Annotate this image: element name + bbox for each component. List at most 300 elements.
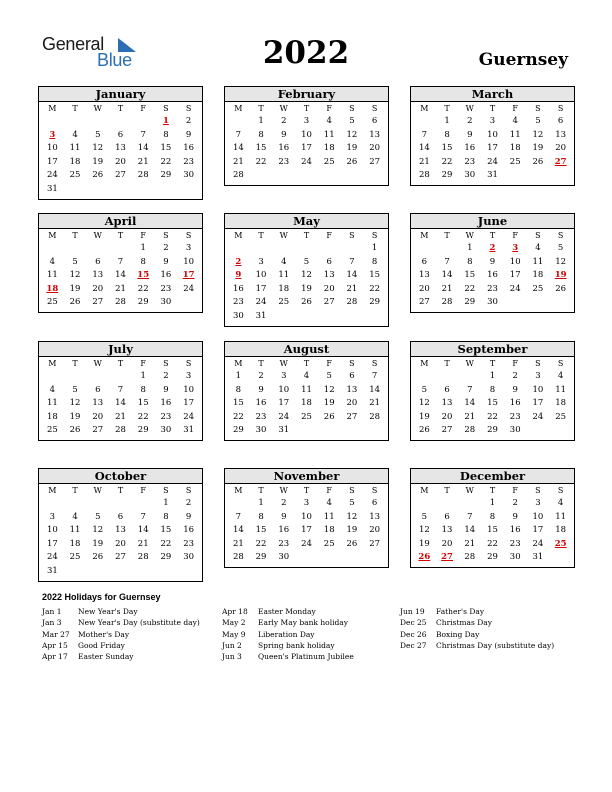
holiday-date: Apr 17 (42, 652, 68, 662)
day-cell: 21 (464, 538, 476, 549)
day-cell: 6 (117, 511, 124, 522)
empty-day-cell (64, 565, 87, 579)
holiday-date: Jan 3 (42, 618, 62, 628)
day-cell: 18 (323, 143, 335, 154)
weekday-header: W (279, 104, 288, 113)
weekday-header: W (465, 231, 474, 240)
day-cell: 21 (232, 156, 244, 167)
empty-day-cell (436, 242, 459, 256)
holiday-day-cell: 2 (489, 243, 496, 253)
day-cell: 24 (183, 283, 195, 294)
empty-day-cell (295, 424, 318, 438)
day-cell: 11 (69, 143, 81, 154)
day-cell: 4 (281, 256, 287, 267)
empty-day-cell (177, 296, 200, 310)
day-cell: 7 (235, 129, 242, 140)
day-cell: 14 (137, 143, 149, 154)
day-cell: 12 (301, 270, 312, 281)
day-cell: 28 (346, 297, 358, 308)
weekday-header: S (163, 231, 169, 240)
weekday-header: F (512, 231, 518, 240)
holiday-name: Easter Sunday (78, 652, 134, 662)
day-cell: 30 (160, 425, 172, 436)
day-cell: 12 (418, 398, 430, 409)
day-cell: 20 (441, 538, 453, 549)
day-cell: 15 (255, 143, 267, 154)
day-cell: 1 (258, 498, 264, 508)
weekday-header: F (326, 104, 332, 113)
holiday-name: Queen's Platinum Jubilee (258, 652, 354, 662)
day-cell: 2 (185, 498, 192, 508)
holiday-item (42, 606, 200, 617)
weekday-header: S (349, 359, 355, 368)
weekday-header: M (234, 104, 243, 113)
day-cell: 18 (69, 156, 81, 167)
month-november (224, 468, 389, 568)
day-cell: 12 (92, 525, 104, 536)
day-cell: 14 (232, 525, 244, 536)
empty-day-cell (227, 497, 250, 511)
weekday-header: T (489, 231, 496, 240)
weekday-header: M (420, 231, 429, 240)
day-cell: 1 (235, 371, 242, 381)
day-cell: 18 (555, 398, 567, 409)
day-cell: 19 (92, 156, 104, 167)
day-cell: 8 (489, 511, 496, 522)
day-cell: 9 (163, 384, 169, 395)
logo-text-general: General (42, 34, 104, 54)
weekday-header: W (279, 486, 288, 495)
day-cell: 20 (555, 143, 567, 154)
weekday-header: M (234, 231, 243, 240)
holiday-day-cell: 3 (512, 243, 519, 253)
holiday-day-cell: 26 (418, 552, 431, 563)
day-cell: 8 (140, 384, 146, 395)
weekday-header: T (117, 486, 124, 495)
day-cell: 21 (137, 156, 149, 167)
day-cell: 10 (509, 256, 521, 267)
day-cell: 8 (163, 129, 169, 140)
day-cell: 29 (232, 425, 244, 436)
month-title: February (225, 87, 388, 102)
month-day-grid (39, 102, 202, 199)
day-cell: 7 (467, 511, 473, 522)
holiday-name: Christmas Day (substitute day) (436, 640, 555, 650)
weekday-header: T (444, 359, 450, 368)
day-cell: 4 (49, 256, 56, 267)
day-cell: 25 (69, 552, 81, 563)
holiday-day-cell: 17 (182, 270, 195, 281)
day-cell: 28 (418, 170, 430, 181)
empty-day-cell (86, 242, 109, 256)
day-cell: 16 (278, 143, 290, 154)
month-may (224, 213, 389, 327)
weekday-header: T (303, 231, 310, 240)
holiday-name: Easter Monday (258, 607, 316, 616)
day-cell: 15 (369, 270, 381, 281)
day-cell: 27 (92, 297, 104, 308)
day-cell: 13 (418, 270, 430, 281)
day-cell: 9 (185, 129, 192, 140)
month-day-grid (225, 102, 388, 185)
day-cell: 20 (115, 156, 126, 167)
day-cell: 17 (255, 283, 267, 294)
empty-day-cell (41, 115, 64, 129)
page-title: 2022 (262, 35, 350, 71)
day-cell: 26 (69, 425, 81, 436)
empty-day-cell (341, 310, 364, 324)
day-cell: 18 (69, 538, 81, 549)
weekday-header: W (93, 104, 102, 113)
day-cell: 28 (464, 552, 476, 563)
day-cell: 2 (163, 371, 169, 381)
day-cell: 9 (467, 129, 473, 140)
day-cell: 6 (444, 511, 450, 522)
day-cell: 6 (95, 384, 101, 395)
day-cell: 2 (185, 116, 192, 126)
day-cell: 16 (487, 270, 498, 281)
weekday-header: M (420, 359, 429, 368)
empty-day-cell (177, 565, 200, 579)
day-cell: 7 (235, 511, 242, 522)
month-march (410, 86, 575, 186)
empty-day-cell (436, 497, 459, 511)
holiday-day-cell: 25 (554, 538, 567, 549)
empty-day-cell (41, 497, 64, 511)
holiday-name: Good Friday (78, 640, 125, 650)
empty-day-cell (272, 310, 295, 324)
day-cell: 20 (346, 398, 358, 409)
day-cell: 24 (509, 283, 521, 294)
day-cell: 16 (183, 525, 195, 536)
day-cell: 15 (232, 398, 244, 409)
day-cell: 13 (441, 525, 453, 536)
day-cell: 17 (509, 270, 521, 281)
day-cell: 25 (278, 297, 290, 308)
day-cell: 8 (258, 511, 264, 522)
day-cell: 26 (69, 297, 81, 308)
day-cell: 8 (140, 256, 146, 267)
day-cell: 30 (509, 552, 521, 563)
day-cell: 27 (418, 297, 430, 308)
day-cell: 16 (232, 283, 244, 294)
day-cell: 9 (163, 256, 169, 267)
day-cell: 23 (464, 156, 476, 167)
day-cell: 19 (301, 283, 312, 294)
holiday-column (42, 606, 200, 662)
day-cell: 29 (464, 297, 476, 308)
empty-day-cell (272, 169, 295, 183)
empty-day-cell (341, 551, 364, 565)
day-cell: 26 (323, 411, 335, 422)
day-cell: 23 (160, 283, 172, 294)
day-cell: 12 (346, 129, 358, 140)
day-cell: 10 (183, 384, 195, 395)
day-cell: 3 (535, 371, 541, 381)
day-cell: 3 (49, 511, 56, 522)
day-cell: 23 (487, 283, 498, 294)
day-cell: 22 (464, 283, 476, 294)
day-cell: 19 (323, 398, 335, 409)
weekday-header: T (444, 104, 450, 113)
weekday-header: W (465, 104, 474, 113)
weekday-header: M (234, 359, 243, 368)
day-cell: 24 (301, 538, 312, 549)
day-cell: 25 (555, 411, 567, 422)
day-cell: 29 (369, 297, 381, 308)
holiday-name: New Year's Day (substitute day) (78, 618, 200, 628)
holiday-date: Jun 3 (222, 652, 242, 662)
weekday-header: T (72, 231, 78, 240)
day-cell: 5 (303, 256, 310, 267)
day-cell: 13 (115, 525, 126, 536)
empty-day-cell (318, 424, 341, 438)
day-cell: 3 (258, 256, 264, 267)
day-cell: 25 (323, 156, 335, 167)
weekday-header: S (535, 231, 541, 240)
day-cell: 23 (278, 156, 290, 167)
day-cell: 25 (301, 411, 312, 422)
day-cell: 13 (115, 143, 126, 154)
holiday-item (400, 606, 554, 617)
day-cell: 4 (72, 129, 78, 140)
holiday-day-cell: 3 (49, 129, 56, 140)
day-cell: 22 (255, 538, 267, 549)
empty-day-cell (177, 183, 200, 197)
day-cell: 5 (421, 384, 428, 395)
day-cell: 10 (532, 384, 544, 395)
weekday-header: S (185, 231, 192, 240)
day-cell: 7 (467, 384, 473, 395)
logo-text-blue: Blue (97, 50, 132, 70)
holiday-date: May 2 (222, 618, 246, 628)
empty-day-cell (86, 497, 109, 511)
empty-day-cell (109, 183, 132, 197)
day-cell: 17 (46, 156, 58, 167)
weekday-header: F (140, 104, 146, 113)
day-cell: 15 (464, 270, 476, 281)
day-cell: 9 (512, 511, 518, 522)
day-cell: 24 (532, 411, 544, 422)
empty-day-cell (227, 115, 250, 129)
holiday-date: Jun 2 (222, 640, 242, 650)
day-cell: 6 (421, 256, 428, 267)
day-cell: 21 (369, 398, 381, 409)
day-cell: 17 (278, 398, 290, 409)
day-cell: 3 (303, 116, 310, 126)
day-cell: 11 (555, 384, 567, 395)
empty-day-cell (155, 183, 178, 197)
day-cell: 21 (418, 156, 430, 167)
day-cell: 7 (117, 256, 124, 267)
empty-day-cell (549, 424, 572, 438)
month-june (410, 213, 575, 313)
day-cell: 28 (137, 552, 149, 563)
empty-day-cell (318, 242, 341, 256)
day-cell: 10 (301, 129, 312, 140)
day-cell: 28 (441, 297, 453, 308)
weekday-header: F (140, 359, 146, 368)
weekday-header: T (117, 104, 124, 113)
day-cell: 4 (557, 371, 564, 381)
weekday-header: S (185, 486, 192, 495)
empty-day-cell (64, 242, 87, 256)
month-day-grid (411, 229, 574, 312)
day-cell: 11 (301, 384, 312, 395)
day-cell: 1 (444, 116, 450, 126)
holiday-name: Spring bank holiday (258, 640, 335, 650)
day-cell: 31 (487, 170, 498, 181)
day-cell: 4 (49, 384, 56, 395)
day-cell: 6 (349, 371, 355, 381)
day-cell: 22 (137, 283, 149, 294)
day-cell: 6 (326, 256, 332, 267)
holiday-day-cell: 27 (554, 156, 567, 167)
empty-day-cell (109, 115, 132, 129)
holiday-column (400, 606, 554, 651)
holiday-day-cell: 15 (137, 270, 150, 281)
empty-day-cell (227, 242, 250, 256)
weekday-header: F (140, 486, 146, 495)
empty-day-cell (64, 370, 87, 384)
day-cell: 9 (281, 511, 287, 522)
month-september (410, 341, 575, 441)
day-cell: 25 (69, 170, 81, 181)
day-cell: 5 (349, 116, 355, 126)
day-cell: 18 (555, 525, 567, 536)
day-cell: 17 (532, 398, 544, 409)
day-cell: 4 (557, 498, 564, 508)
day-cell: 17 (301, 143, 312, 154)
holiday-day-cell: 19 (554, 270, 567, 281)
day-cell: 26 (346, 156, 358, 167)
day-cell: 25 (532, 283, 544, 294)
day-cell: 3 (489, 116, 496, 126)
day-cell: 31 (255, 310, 267, 321)
day-cell: 4 (326, 498, 332, 508)
day-cell: 9 (258, 384, 264, 395)
day-cell: 1 (489, 371, 496, 381)
day-cell: 26 (555, 283, 567, 294)
day-cell: 3 (535, 498, 541, 508)
empty-day-cell (86, 183, 109, 197)
month-title: April (39, 214, 202, 229)
day-cell: 22 (369, 283, 381, 294)
day-cell: 12 (555, 256, 567, 267)
empty-day-cell (86, 370, 109, 384)
day-cell: 9 (185, 511, 192, 522)
day-cell: 31 (183, 425, 195, 436)
day-cell: 14 (418, 143, 430, 154)
day-cell: 27 (346, 411, 358, 422)
holiday-name: Christmas Day (436, 618, 492, 628)
month-december (410, 468, 575, 568)
empty-day-cell (295, 310, 318, 324)
day-cell: 14 (464, 525, 476, 536)
empty-day-cell (109, 370, 132, 384)
day-cell: 24 (183, 411, 195, 422)
month-title: September (411, 342, 574, 357)
holiday-item (400, 640, 554, 651)
day-cell: 28 (115, 425, 126, 436)
day-cell: 1 (467, 243, 473, 253)
day-cell: 21 (464, 411, 476, 422)
day-cell: 20 (369, 525, 381, 536)
holiday-item (222, 617, 354, 628)
day-cell: 18 (509, 143, 521, 154)
weekday-header: W (465, 359, 474, 368)
day-cell: 8 (258, 129, 264, 140)
weekday-header: W (93, 359, 102, 368)
weekday-header: S (371, 359, 378, 368)
day-cell: 25 (46, 425, 58, 436)
weekday-header: M (48, 231, 57, 240)
day-cell: 15 (137, 398, 149, 409)
day-cell: 13 (92, 270, 104, 281)
empty-day-cell (363, 551, 386, 565)
empty-day-cell (132, 565, 155, 579)
day-cell: 9 (489, 256, 496, 267)
day-cell: 11 (532, 256, 544, 267)
empty-day-cell (295, 169, 318, 183)
day-cell: 30 (278, 552, 290, 563)
day-cell: 5 (95, 129, 101, 140)
holiday-name: Mother's Day (78, 629, 130, 639)
month-day-grid (411, 357, 574, 440)
day-cell: 15 (487, 398, 498, 409)
day-cell: 5 (421, 511, 428, 522)
weekday-header: S (349, 231, 355, 240)
empty-day-cell (413, 242, 436, 256)
day-cell: 11 (509, 129, 521, 140)
empty-day-cell (132, 115, 155, 129)
weekday-header: W (93, 486, 102, 495)
weekday-header: T (444, 231, 450, 240)
day-cell: 17 (487, 143, 498, 154)
day-cell: 15 (160, 143, 172, 154)
weekday-header: T (258, 231, 264, 240)
holiday-day-cell: 18 (46, 283, 59, 294)
weekday-header: M (420, 486, 429, 495)
day-cell: 29 (441, 170, 453, 181)
holiday-list-title: 2022 Holidays for Guernsey (42, 592, 161, 602)
weekday-header: T (72, 104, 78, 113)
day-cell: 28 (137, 170, 149, 181)
day-cell: 28 (464, 425, 476, 436)
holiday-item (222, 606, 354, 617)
holiday-date: Dec 25 (400, 618, 427, 628)
weekday-header: M (48, 104, 57, 113)
day-cell: 11 (46, 398, 58, 409)
day-cell: 5 (95, 511, 101, 522)
weekday-header: S (371, 486, 378, 495)
holiday-item (222, 651, 354, 662)
day-cell: 12 (69, 398, 81, 409)
empty-day-cell (64, 115, 87, 129)
weekday-header: S (535, 104, 541, 113)
day-cell: 3 (185, 243, 192, 253)
day-cell: 20 (418, 283, 430, 294)
day-cell: 27 (115, 552, 126, 563)
day-cell: 12 (418, 525, 430, 536)
day-cell: 24 (487, 156, 498, 167)
day-cell: 1 (140, 243, 146, 253)
month-title: October (39, 469, 202, 484)
day-cell: 31 (46, 565, 58, 576)
day-cell: 14 (137, 525, 149, 536)
holiday-day-cell: 2 (235, 256, 242, 267)
day-cell: 30 (255, 425, 267, 436)
